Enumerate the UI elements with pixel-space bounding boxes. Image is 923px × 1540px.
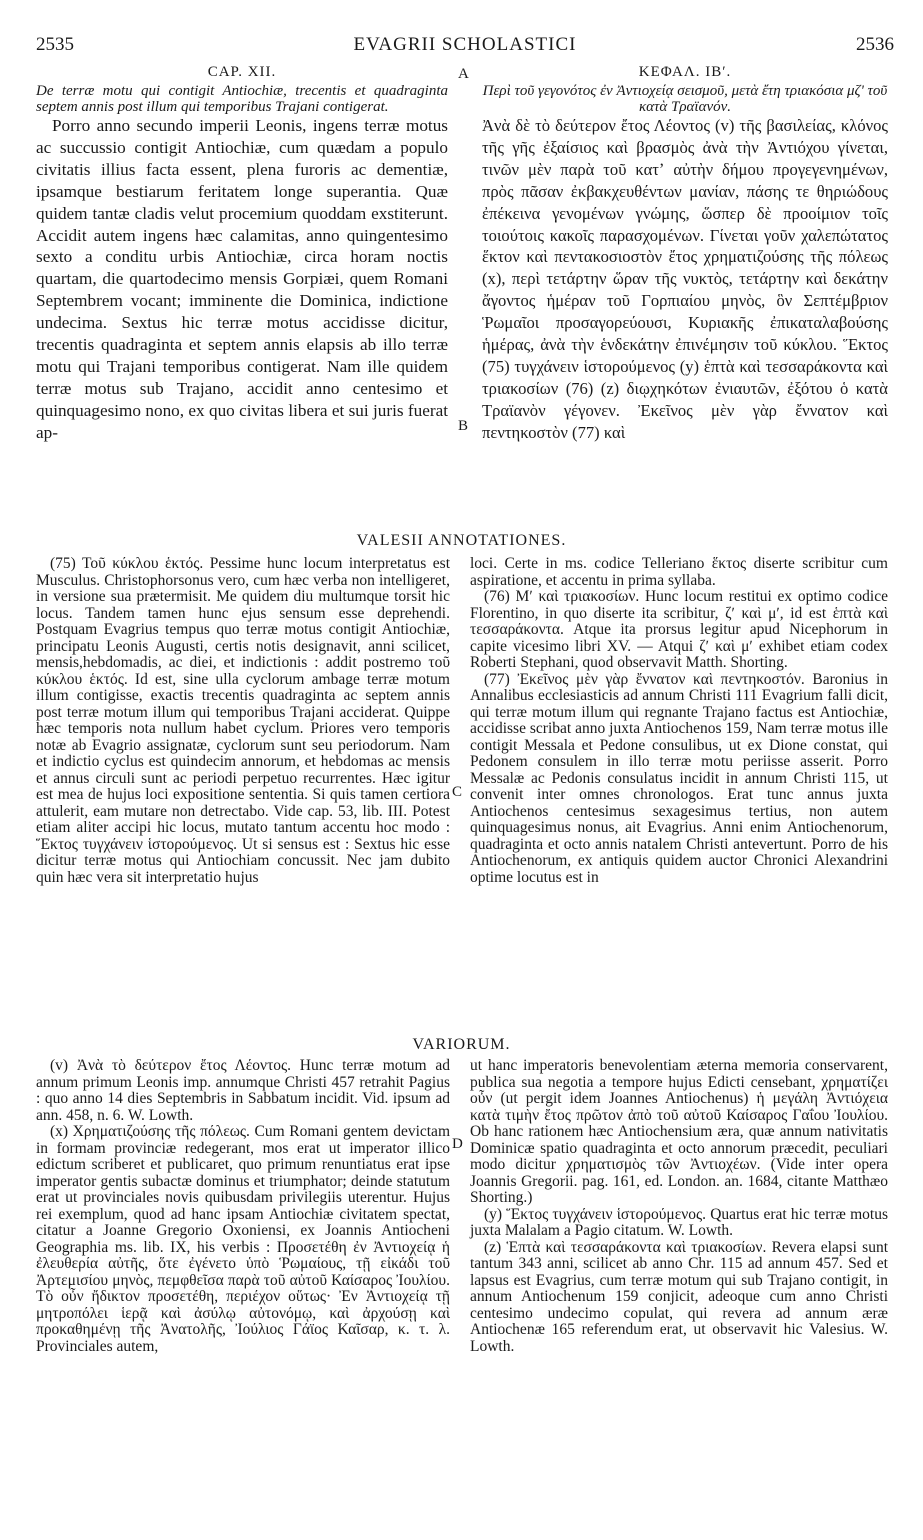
latin-column bbox=[36, 64, 448, 444]
note-76-text: (76) Μʹ καὶ τριακοσίων. Hunc locum restitui ex optimo codice Florentino, in quo diserte ita scribitur, ζʹ καὶ μʹ, id est ἑπτὰ καὶ τεσσαράκοντα. Atque ita prorsus legitur apud Nicephorum in capite vicesimo libri XV. — Atqui ζʹ καὶ μʹ exhibet etiam codex Roberti Stephani, quod observavit Matth. Shorting. bbox=[470, 588, 888, 671]
valesii-heading: VALESII ANNOTATIONES. bbox=[356, 532, 567, 549]
note-x bbox=[36, 1124, 450, 1355]
valesii-right-column bbox=[470, 556, 888, 886]
variorum-heading: VARIORUM. bbox=[412, 1036, 511, 1053]
margin-marker-d: D bbox=[452, 1136, 463, 1152]
note-v bbox=[36, 1058, 450, 1124]
latin-chapter-summary: De terræ motu qui contigit Antiochiæ, trecentis et quadraginta septem annis post illum qui temporibus Trajani contigerat. bbox=[36, 83, 448, 115]
margin-marker-a: A bbox=[458, 66, 469, 82]
valesii-left-column bbox=[36, 556, 450, 886]
note-y-text: (y) Ἕκτος τυγχάνειν ἱστορούμενος. Quartus erat hic terræ motus juxta Malalam a Pagio citatum. W. Lowth. bbox=[470, 1205, 888, 1239]
note-75 bbox=[36, 556, 450, 886]
note-x-continued-text: ut hanc imperatoris benevolentiam æterna memoria conservarent, publica sua negotia a tempore hujus Edicti censebant, χρηματίζει οὖν (ut pergit idem Joannes Antiochenus) ἡ μεγάλη Ἀντιόχεια κατὰ τιμὴν ἔτος πρῶτον ἀπὸ τοῦ αὐτοῦ Καίσαρος Γαΐου Ἰουλίου. Ob hanc rationem hæc Antiochensium æra, quæ annum nativitatis Dominicæ spatio quadraginta et octo annorum præcedit, peculiari modo dicitur χρηματισμὸς τῶν Ἀντιοχέων. (Vide inter opera Joannis Gregorii. pag. 161, ed. London. an. 1684, citante Matthæo Shorting.) bbox=[470, 1057, 888, 1206]
page-number-left: 2535 bbox=[36, 34, 74, 55]
note-x-text: (x) Χρηματιζούσης τῆς πόλεως. Cum Romani gentem devictam in formam provinciæ redegerant, mos erat ut imperator illico edictum scriberet et publicaret, quo primum renuntiatus erat ipse imperator gentis subactæ dominus et triumphator; deinde statutum erat ut provinciales novis quibusdam privilegiis uterentur. Hujus rei exemplum, quod ad hanc ipsam Antiochiæ civitatem spectat, citatur a Joanne Gregorio Oxoniensi, ex Joannis Antiocheni Geographia ms. lib. IX, his verbis : Προσετέθη ἐν Ἀντιοχείᾳ ἡ ἐλευθερία αὐτῆς, ὅτε ἐγένετο ὑπὸ Ῥωμαίους, τῇ εἰκάδι τοῦ Ἀρτεμισίου μηνὸς, πεμφθεῖσα παρὰ τοῦ αὐτοῦ Καίσαρος Ἰουλίου. Τὸ οὖν ἤδικτον προσετέθη, περιέχον οὕτως· Ἐν Ἀντιοχείᾳ τῇ μητροπόλει ἱερᾷ καὶ ἀσύλῳ αὐτονόμῳ, καὶ ἀρχούσῃ καὶ προκαθημένῃ τῆς Ἀνατολῆς, Ἰούλιος Γάϊος Καῖσαρ, κ. τ. λ. Provinciales autem, bbox=[36, 1123, 450, 1355]
latin-chapter-heading: CAP. XII. bbox=[207, 64, 277, 80]
margin-marker-c: C bbox=[452, 784, 463, 800]
greek-body-text: Ἀνὰ δὲ τὸ δεύτερον ἔτος Λέοντος (v) τῆς βασιλείας, κλόνος τῆς γῆς ἐξαίσιος καὶ βρασμὸς ἀνὰ τὴν Ἀντιόχου γίνεται, τινῶν μὲν παρὰ τοῦ κατʼ αὐτὴν δήμου προγεγενημένων, πρὸς πᾶσαν ἐκβακχευθέντων μανίαν, πάσης τε θηριώδους ἐπέκεινα γενομένων γνώμης, ὥσπερ δὲ προοίμιον τοῖς τοιούτοις κακοῖς παρασχομένων. Γίνεται γοῦν χαλεπώτατος ἕκτον καὶ πεντακοσιοστὸν ἔτος χρηματιζούσης τῆς πόλεως (x), περὶ τετάρτην ὥραν τῆς νυκτὸς, τετάρτην καὶ δεκάτην ἄγοντος ἡμέραν τοῦ Γορπιαίου μηνὸς, ὃν Σεπτέμβριον Ῥωμαῖοι προσαγορεύουσι, Κυριακῆς ἐπικαταλαβούσης ἡμέρας, ἀνὰ τὴν ἑνδεκάτην ἐπινέμησιν τοῦ κύκλου. Ἕκτος (75) τυγχάνειν ἱστορούμενος (y) ἑπτὰ καὶ τεσσαράκοντα καὶ τριακοσίων (76) (z) διῳχηκότων ἐνιαυτῶν, ἐξότου ὁ κατὰ Τραϊανὸν γέγονεν. Ἐκεῖνος μὲν γὰρ ἔννατον καὶ πεντηκοστὸν (77) καὶ bbox=[482, 116, 888, 442]
note-77-text: (77) Ἐκεῖνος μὲν γὰρ ἔννατον καὶ πεντηκοστόν. Baronius in Annalibus ecclesiasticis ad annum Christi 111 Evagrium falli dicit, qui terræ motum illum qui regnante Trajano factus est Antiochiæ, accidisse scribat anno juxta Antiochenos 159, Nam terræ motus ille contigit Messala et Pedone consulibus, ut ex Dione constat, qui Pedonem consulem in illo terræ motu periisse asserit. Porro Messalæ ac Pedonis consulatus incidit in annum Christi 115, ut convenit inter omnes chronologos. Erat tunc annus juxta Antiochenos centesimus sexagesimus tertius, non autem quinquagesimus nonus, ait Evagrius. Anni enim Antiochenorum, quadraginta et octo annis natalem Christi antevertunt. Porro de his Antiochenorum, ex antiquis quidem auctor Chronici Alexandrini optime locutus est in bbox=[470, 670, 888, 886]
variorum-left-column bbox=[36, 1058, 450, 1355]
note-77 bbox=[470, 672, 888, 887]
latin-body-text: Porro anno secundo imperii Leonis, ingens terræ motus ac succussio contigit Antiochiæ, cum quædam a populo civitatis illius facta essent, plena furoris ac dementiæ, ipsamque bestiarum feritatem longe superantia. Quæ quidem tantæ cladis velut procemium quoddam exstiterunt. Accidit autem ingens hæc calamitas, anno quingentesimo sexto a conditu urbis Antiochiæ, circa horam noctis quartam, die quartodecimo mensis Gorpiæi, quem Romani Septembrem vocant; imminente die Dominica, indictione undecima. Sextus hic terræ motus accidisse dicitur, trecentis quadraginta et septem annis elapsis ab illo terræ motu qui Trajani temporibus contigerat. Nam ille quidem terræ motus sub Trajano, accidit anno centesimo et quinquagesimo nono, ex quo civitas libera et sui juris fuerat ap- bbox=[36, 116, 448, 442]
note-75-continued bbox=[470, 556, 888, 589]
running-title: EVAGRII SCHOLASTICI bbox=[353, 34, 577, 55]
note-75-continued-text: loci. Certe in ms. codice Telleriano ἕκτος diserte scribitur cum aspiratione, et accentu in prima syllaba. bbox=[470, 555, 888, 589]
note-z-text: (z) Ἑπτὰ καὶ τεσσαράκοντα καὶ τριακοσίων. Revera elapsi sunt tantum 343 anni, scilicet ab anno Chr. 115 ad annum 457. Sed et lapsus est Evagrius, cum terræ motum qui sub Trajano contigit, in annum Antiochenum 159 conjicit, adeoque cum anno Christi centesimo undecimo copulat, qui revera ad annum æræ Antiochenæ 165 referendum erat, ut observavit hic Valesius. W. Lowth. bbox=[470, 1238, 888, 1355]
note-z bbox=[470, 1240, 888, 1356]
greek-chapter-heading: ΚΕΦΑΛ. ΙΒʹ. bbox=[638, 64, 732, 80]
greek-column bbox=[482, 64, 888, 444]
page-number-right: 2536 bbox=[856, 34, 894, 55]
note-75-text: (75) Τοῦ κύκλου ἑκτός. Pessime hunc locum interpretatus est Musculus. Christophorsonus vero, cum hæc verba non intelligeret, in versione sua prætermisit. Me quidem diu multumque torsit hic locus. Tandem tamen hunc ejus sensum esse deprehendi. Postquam Evagrius tempus quo terræ motus contigit Antiochiæ, principatu Leonis Augusti, certis notis designavit, anni scilicet, mensis,hebdomadis, ac diei, et indictionis : addit postremo τοῦ κύκλου ἑκτός. Id est, sine ulla cyclorum ambage terræ motum illum contigisse, exactis trecentis quadraginta ac septem annis post terræ motum illum qui temporibus Trajani acciderat. Quippe hæc temporis nota nullum habet cyclum. Priores vero temporis notæ ab Evagrio assignatæ, cyclorum sunt seu periodorum. Nam et indictio cyclus est quindecim annorum, et hebdomas ac mensis et annus circuli sunt ac periodi perpetuo recurrentes. Hæc igitur est mea de hujus loci expositione sententia. Si quis tamen certiora attulerit, eam mutare non detrectabo. Vide cap. 53, lib. III. Potest etiam aliter accipi hic locus, mutato tantum accentu hoc modo : Ἕκτος τυγχάνειν ἱστορούμενος. Ut si sensus est : Sextus hic esse dicitur terræ motus qui Antiochiam concussit. Nec jam dubito quin hæc vera sit interpretatio hujus bbox=[36, 555, 450, 886]
variorum-right-column bbox=[470, 1058, 888, 1355]
page-header bbox=[36, 34, 894, 60]
greek-chapter-summary: Περὶ τοῦ γεγονότος ἐν Ἀντιοχείᾳ σεισμοῦ, μετὰ ἔτη τριακόσια μζʹ τοῦ κατὰ Τραϊανόν. bbox=[482, 83, 888, 115]
note-76 bbox=[470, 589, 888, 672]
margin-marker-b: B bbox=[458, 418, 469, 434]
note-v-text: (v) Ἀνὰ τὸ δεύτερον ἔτος Λέοντος. Hunc terræ motum ad annum primum Leonis imp. annumque Christi 457 retrahit Pagius : quo anno 14 dies Septembris in Sabbatum incidit. Vid. ipsum ad ann. 458, n. 6. W. Lowth. bbox=[36, 1057, 450, 1124]
note-x-continued bbox=[470, 1058, 888, 1207]
note-y bbox=[470, 1207, 888, 1240]
